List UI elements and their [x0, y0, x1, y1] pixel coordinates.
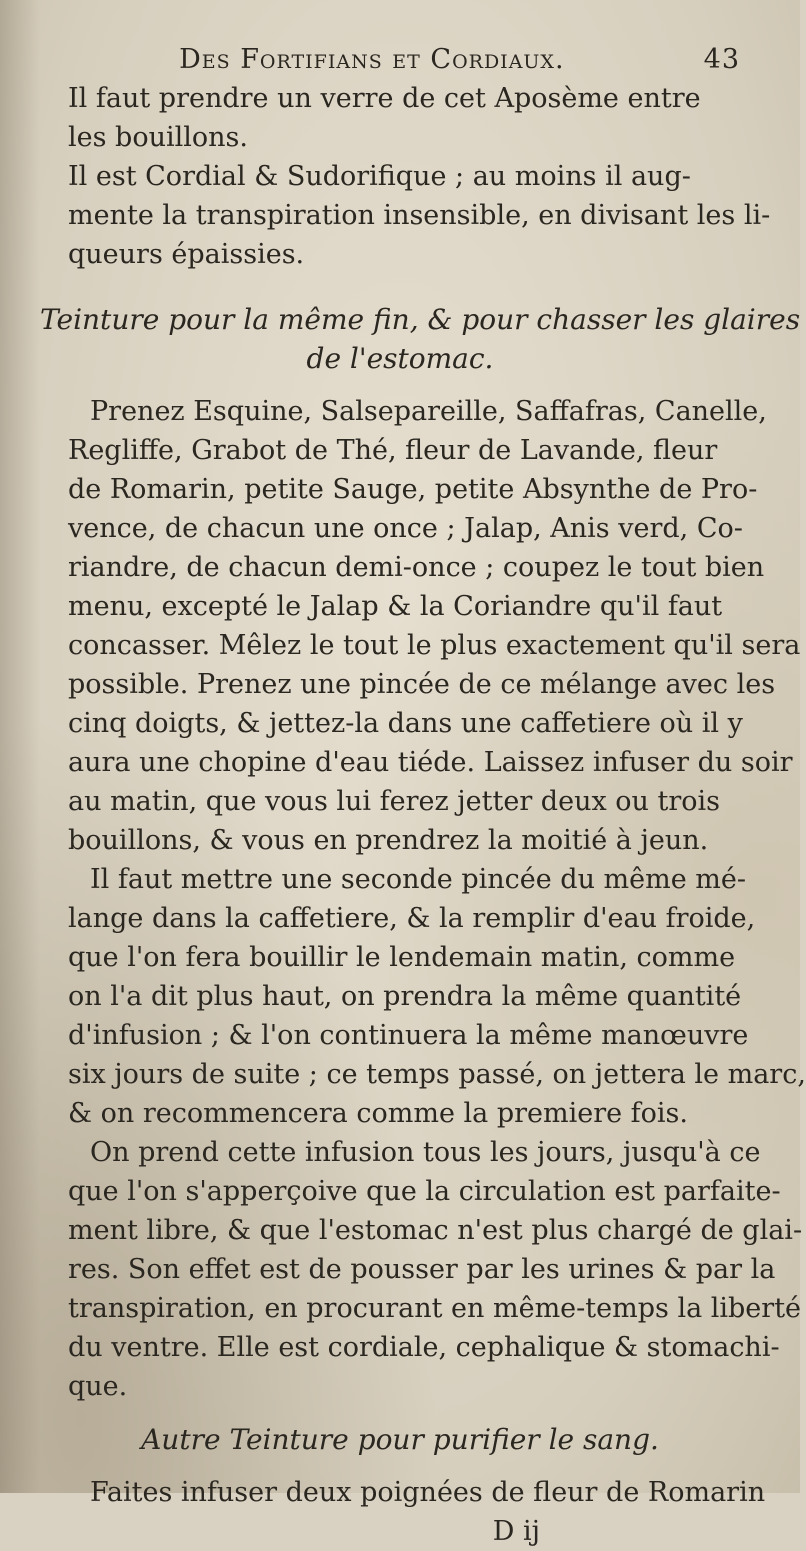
text-line: du ventre. Elle est cordiale, cephalique & stomachi-: [68, 1332, 780, 1363]
paragraph-2: [40, 392, 806, 1406]
text-line: Faites infuser deux poignées de fleur de Romarin: [90, 1477, 766, 1508]
text-line: au matin, que vous lui ferez jetter deux ou trois: [68, 786, 720, 817]
text-line: transpiration, en procurant en même-temps la liberté: [68, 1293, 802, 1324]
text-line: Il faut mettre une seconde pincée du même mé-: [90, 864, 747, 895]
section-heading-1: [40, 300, 801, 378]
text-line: riandre, de chacun demi-once ; coupez le tout bien: [68, 552, 765, 583]
text-line: de Romarin, petite Sauge, petite Absynthe de Pro-: [68, 474, 758, 505]
text-line: Il faut prendre un verre de cet Aposème entre: [68, 83, 701, 114]
signature-mark: D ij: [492, 1516, 540, 1547]
paragraph-1: [40, 79, 771, 274]
text-line: mente la transpiration insensible, en divisant les li-: [68, 200, 771, 231]
text-line: concasser. Mêlez le tout le plus exactement qu'il sera: [68, 630, 801, 661]
spacer: [40, 274, 760, 300]
heading-line: de l'estomac.: [306, 342, 494, 375]
text-line: que.: [68, 1371, 128, 1402]
spacer: [40, 1459, 760, 1473]
spacer: [40, 1406, 760, 1420]
text-line: vence, de chacun une once ; Jalap, Anis verd, Co-: [68, 513, 743, 544]
text-line: menu, excepté le Jalap & la Coriandre qu'il faut: [68, 591, 723, 622]
text-line: possible. Prenez une pincée de ce mélange avec les: [68, 669, 776, 700]
text-line: six jours de suite ; ce temps passé, on jettera le marc,: [68, 1059, 806, 1090]
text-line: d'infusion ; & l'on continuera la même manœuvre: [68, 1020, 749, 1051]
paragraph-3: [40, 1473, 766, 1512]
text-line: Regliffe, Grabot de Thé, fleur de Lavande, fleur: [68, 435, 718, 466]
text-line: On prend cette infusion tous les jours, jusqu'à ce: [90, 1137, 761, 1168]
text-line: queurs épaissies.: [68, 239, 305, 270]
text-line: ment libre, & que l'estomac n'est plus chargé de glai-: [68, 1215, 803, 1246]
text-line: cinq doigts, & jettez-la dans une caffetiere où il y: [68, 708, 743, 739]
text-line: Prenez Esquine, Salsepareille, Saffafras, Canelle,: [90, 396, 767, 427]
text-line: res. Son effet est de pousser par les urines & par la: [68, 1254, 776, 1285]
text-line: on l'a dit plus haut, on prendra la même quantité: [68, 981, 742, 1012]
running-title: Des Fortifians et Cordiaux.: [179, 44, 565, 75]
text-line: lange dans la caffetiere, & la remplir d'eau froide,: [68, 903, 756, 934]
spacer: [40, 378, 760, 392]
text-line: aura une chopine d'eau tiéde. Laissez infuser du soir: [68, 747, 793, 778]
page-number: 43: [703, 44, 740, 75]
text-line: bouillons, & vous en prendrez la moitié à jeun.: [68, 825, 709, 856]
text-line: les bouillons.: [68, 122, 248, 153]
text-line: Il est Cordial & Sudorifique ; au moins il aug-: [68, 161, 691, 192]
page-text: [40, 40, 806, 1551]
text-line: que l'on s'apperçoive que la circulation est parfaite-: [68, 1176, 781, 1207]
page-gutter-shadow: [0, 0, 40, 1493]
heading-line: Teinture pour la même fin, & pour chasser les glaires: [40, 303, 801, 336]
running-header: [40, 40, 760, 79]
text-line: que l'on fera bouillir le lendemain matin, comme: [68, 942, 736, 973]
text-line: & on recommencera comme la premiere fois.: [68, 1098, 688, 1129]
section-heading-2: Autre Teinture pour purifier le sang.: [141, 1423, 659, 1456]
